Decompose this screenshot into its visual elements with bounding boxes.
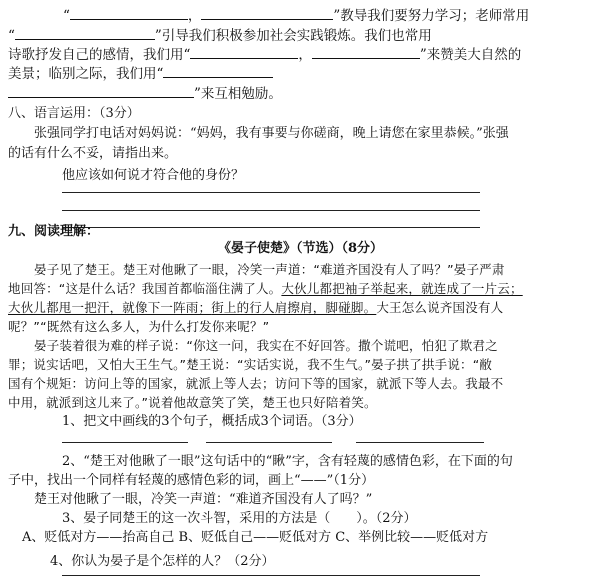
line-1: [63, 8, 529, 24]
passage-line-8: 中用，就派到这儿来了。”说着他故意笑了笑，楚王也只好陪着笑。: [8, 395, 377, 410]
passage-text: 地回答：“这是什么话？我国首都临淄住满了人。: [8, 281, 282, 296]
line-3-head: 诗歌抒发自己的感情，我们用“: [8, 47, 191, 63]
line-1-tail: ”教导我们要努力学习；老师常用: [333, 8, 530, 24]
blank-4[interactable]: [190, 47, 298, 59]
quote-open: “: [8, 28, 15, 44]
passage-line-2: [8, 281, 523, 297]
line-5-tail: ”来互相勉励。: [194, 86, 282, 102]
underlined-sentence-1: 大伙儿都把袖子举起来，就连成了一片云；: [281, 281, 523, 296]
line-4-text: 美景；临别之际，我们用“: [8, 66, 164, 82]
underlined-sentence-2: 大伙儿都甩一把汗，就像下一阵雨；: [8, 300, 212, 315]
line-3: [8, 47, 521, 63]
answer-line-1[interactable]: [62, 192, 480, 193]
question-2-sentence: 楚王对他瞅了一眼，冷笑一声道：“难道齐国没有人了吗？”: [34, 492, 373, 507]
passage-line-1: 晏子见了楚王。楚王对他瞅了一眼，冷笑一声道：“难道齐国没有人了吗？”晏子严肃: [34, 262, 505, 277]
blank-7[interactable]: [8, 86, 194, 98]
comma: ，: [187, 8, 202, 24]
question-2-line-2: 子中，找出一个同样有轻蔑的感情色彩的词，画上“——”（1分）: [8, 473, 375, 488]
passage-line-6: 罪；说实话吧，又怕大王生气。”楚王说：“实话实说，我不生气。”晏子拱了拱手说：“敝: [8, 357, 493, 372]
section-8-question: 他应该如何说才符合他的身份？: [62, 168, 245, 183]
line-5: [8, 86, 282, 102]
q1-answer-line-3[interactable]: [356, 442, 484, 443]
passage-text: 大王怎么说齐国没有人: [376, 300, 504, 315]
section-8-title: 八、语言运用：（3分）: [8, 106, 140, 121]
blank-5[interactable]: [312, 47, 420, 59]
section-8-para-2: 的话有什么不妥，请指出来。: [8, 146, 178, 161]
blank-3[interactable]: [15, 28, 155, 40]
question-3-options: A、贬低对方——抬高自己 B、贬低自己——贬低对方 C、举例比较——贬低对方: [22, 530, 489, 545]
q1-answer-line-2[interactable]: [206, 442, 332, 443]
question-2-line-1: 2、“楚王对他瞅了一眼”这句话中的“瞅”字，含有轻蔑的感情色彩，在下面的句: [62, 454, 513, 469]
section-8-para-1: 张强同学打电话对妈妈说：“妈妈，我有事要与你磋商，晚上请您在家里恭候。”张强: [34, 126, 509, 141]
line-4: [8, 66, 273, 82]
question-4: 4、你认为晏子是个怎样的人？（2分）: [50, 554, 275, 569]
line-2: [8, 28, 432, 44]
passage-line-3: [8, 300, 503, 316]
q4-answer-line[interactable]: [62, 575, 480, 576]
section-9-title: 九、阅读理解：: [8, 224, 100, 239]
quote-open: “: [63, 8, 70, 24]
line-2-tail: ”引导我们积极参加社会实践锻炼。我们也常用: [154, 28, 432, 44]
question-1: 1、把文中画线的3个句子，概括成3个词语。（3分）: [62, 414, 362, 429]
q1-answer-line-1[interactable]: [62, 442, 188, 443]
blank-6[interactable]: [163, 66, 273, 78]
blank-2[interactable]: [201, 8, 333, 20]
comma: ，: [298, 47, 312, 63]
passage-title: 《晏子使楚》（节选）（8分）: [218, 241, 384, 256]
blank-1[interactable]: [70, 8, 188, 20]
line-3-tail: ”来赞美大自然的: [419, 47, 522, 63]
passage-line-4: 呢？”“既然有这么多人，为什么打发你来呢？”: [8, 319, 270, 334]
answer-line-3[interactable]: [62, 227, 480, 228]
passage-line-7: 国有个规矩：访问上等的国家，就派上等人去；访问下等的国家，就派下等人去。我最不: [8, 376, 504, 391]
passage-line-5: 晏子装着很为难的样子说：“你这一问，我实在不好回答。撒个谎吧，怕犯了欺君之: [34, 338, 498, 353]
question-3: 3、晏子同楚王的这一次斗智，采用的方法是（ ）。（2分）: [62, 511, 417, 526]
underlined-sentence-3: 街上的行人肩擦肩，脚碰脚。: [211, 300, 377, 315]
answer-line-2[interactable]: [62, 210, 480, 211]
